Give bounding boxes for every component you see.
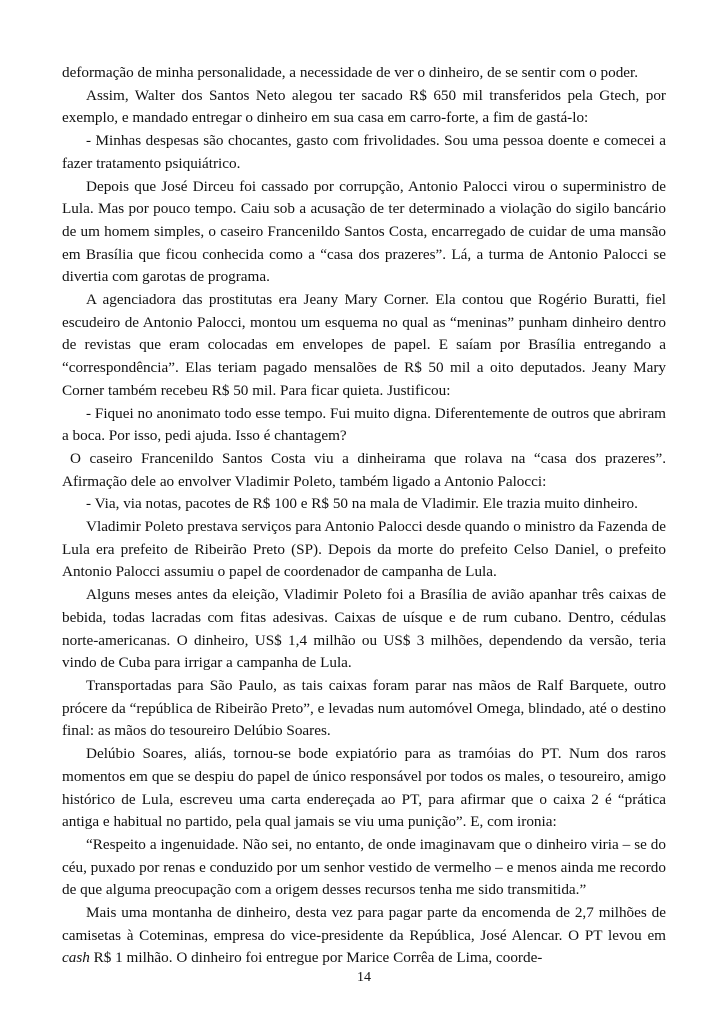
page-number: 14 bbox=[357, 970, 371, 985]
paragraph: Transportadas para São Paulo, as tais caixas foram parar nas mãos de Ralf Barquete, outro prócere da “república de Ribeirão Preto”, e levadas num automóvel Omega, blindado, até o destino final: as mãos do tesoureiro Delúbio Soares. bbox=[62, 676, 666, 740]
paragraph: Assim, Walter dos Santos Neto alegou ter sacado R$ 650 mil transferidos pela Gtech, por exemplo, e mandado entregar o dinheiro em sua casa em carro-forte, a fim de gastá-lo: bbox=[62, 86, 666, 127]
paragraph-last bbox=[62, 902, 666, 970]
paragraph: Depois que José Dirceu foi cassado por corrupção, Antonio Palocci virou o superministro de Lula. Mas por pouco tempo. Caiu sob a acusação de ter determinado a violação do sigilo bancário de um homem simples, o caseiro Francenildo Santos Costa, encarregado de cuidar de uma mansão em Brasília que ficou conhecida como a “casa dos prazeres”. Lá, a turma de Antonio Palocci se divertia com garotas de programa. bbox=[62, 177, 666, 286]
paragraph: “Respeito a ingenuidade. Não sei, no entanto, de onde imaginavam que o dinheiro viria – se do céu, puxado por renas e conduzido por um senhor vestido de vermelho – e menos ainda me recordo de que alguma preocupação com a origem desses recursos tenha me sido transmitida.” bbox=[62, 835, 666, 899]
paragraph: deformação de minha personalidade, a necessidade de ver o dinheiro, de se sentir com o poder. bbox=[62, 64, 639, 81]
paragraph: Alguns meses antes da eleição, Vladimir Poleto foi a Brasília de avião apanhar três caixas de bebida, todas lacradas com fitas adesivas. Caixas de uísque e de rum cubano. Dentro, cédulas norte-americanas. O dinheiro, US$ 1,4 milhão ou US$ 3 milhões, dependendo da versão, teria vindo de Cuba para irrigar a campanha de Lula. bbox=[62, 586, 666, 672]
paragraph: - Minhas despesas são chocantes, gasto com frivolidades. Sou uma pessoa doente e comecei a fazer tratamento psiquiátrico. bbox=[62, 132, 666, 172]
paragraph: Delúbio Soares, aliás, tornou-se bode expiatório para as tramóias do PT. Num dos raros momentos em que se despiu do papel de único responsável por todos os males, o tesoureiro, amigo histórico de Lula, escreveu uma carta endereçada ao PT, para afirmar que o caixa 2 é “prática antiga e habitual no partido, pela qual jamais se viu uma punição”. E, com ironia: bbox=[62, 745, 666, 831]
paragraph: Vladimir Poleto prestava serviços para Antonio Palocci desde quando o ministro da Fazenda de Lula era prefeito de Ribeirão Preto (SP). Depois da morte do prefeito Celso Daniel, o prefeito Antonio Palocci assumiu o papel de coordenador de campanha de Lula. bbox=[62, 518, 666, 581]
paragraph-tail: R$ 1 milhão. O dinheiro foi entregue por Marice Corrêa de Lima, coorde- bbox=[89, 949, 543, 967]
paragraph: - Via, via notas, pacotes de R$ 100 e R$ 50 na mala de Vladimir. Ele trazia muito dinheiro. bbox=[86, 495, 638, 513]
paragraph: A agenciadora das prostitutas era Jeany Mary Corner. Ela contou que Rogério Buratti, fiel escudeiro de Antonio Palocci, montou um esquema no qual as “meninas” punham dinheiro dentro de revistas que eram colocadas em envelopes de papel. E saíam por Brasília entregando a “correspondência”. Elas teriam pagado mensalões de R$ 50 mil a oito deputados. Jeany Mary Corner também recebeu R$ 50 mil. Para ficar quieta. Justificou: bbox=[62, 291, 666, 399]
document-page bbox=[62, 62, 666, 970]
paragraph: - Fiquei no anonimato todo esse tempo. Fui muito digna. Diferentemente de outros que abriram a boca. Por isso, pedi ajuda. Isso é chantagem? bbox=[62, 404, 666, 445]
italic-word: cash bbox=[62, 949, 90, 967]
paragraph-text: Mais uma montanha de dinheiro, desta vez para pagar parte da encomenda de 2,7 milhões de camisetas à Coteminas, empresa do vice-presidente da República, José Alencar. O PT levou em bbox=[62, 904, 666, 944]
paragraph: O caseiro Francenildo Santos Costa viu a dinheirama que rolava na “casa dos prazeres”. Afirmação dele ao envolver Vladimir Poleto, também ligado a Antonio Palocci: bbox=[62, 449, 666, 490]
